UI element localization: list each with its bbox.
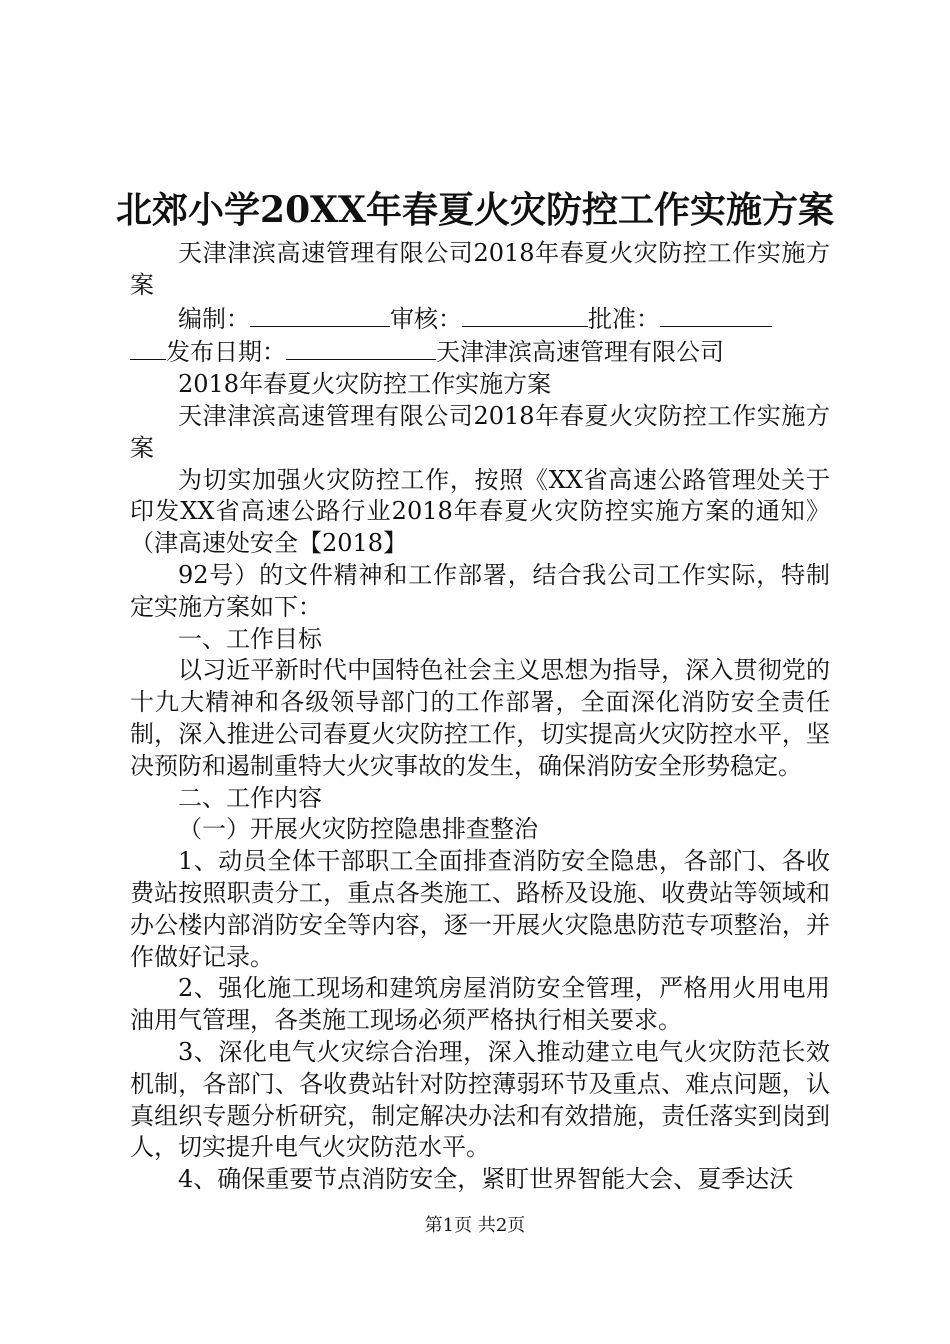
approved-by-blank: [660, 302, 772, 327]
item-3: 3、深化电气火灾综合治理，深入推动建立电气火灾防范长效机制，各部门、各收费站针对防控薄弱环节及重点、难点问题，认真组织专题分析研究，制定解决办法和有效措施，责任落实到岗到人，切实提升电气火灾防范水平。: [130, 1037, 830, 1162]
sign-fields-line-1: [130, 302, 830, 336]
item-1: 1、动员全体干部职工全面排查消防安全隐患，各部门、各收费站按照职责分工，重点各类施工、路桥及设施、收费站等领域和办公楼内部消防安全等内容，逐一开展火灾隐患防范专项整治，并作做好记录。: [130, 847, 830, 971]
compiled-by-blank: [250, 302, 390, 327]
item-2: 2、强化施工现场和建筑房屋消防安全管理，严格用火用电用油用气管理，各类施工现场必须严格执行相关要求。: [130, 974, 830, 1035]
approved-by-blank-continued: [130, 335, 166, 360]
intro-paragraph-1: 为切实加强火灾防控工作，按照《XX省高速公路管理处关于印发XX省高速公路行业2018年春夏火灾防控实施方案的通知》（津高速处安全【2018】: [130, 465, 830, 558]
release-date-label: 发布日期：: [166, 338, 286, 367]
subtitle-repeat: 天津津滨高速管理有限公司2018年春夏火灾防控工作实施方案: [130, 401, 830, 462]
section-2-heading: 二、工作内容: [178, 783, 322, 812]
page-footer: 第1页 共2页: [424, 1215, 526, 1236]
sign-fields-line-2: [130, 335, 830, 369]
subsection-1-heading: （一）开展火灾防控隐患排查整治: [178, 815, 538, 844]
reviewed-by-blank: [462, 302, 588, 327]
release-date-blank: [286, 335, 436, 360]
approved-by-label: 批准：: [588, 304, 660, 333]
subtitle: 天津津滨高速管理有限公司2018年春夏火灾防控工作实施方案: [130, 239, 830, 299]
plan-title-line: 2018年春夏火灾防控工作实施方案: [178, 370, 552, 399]
compiled-by-label: 编制：: [178, 304, 250, 333]
document-body: [130, 238, 830, 1196]
document-title: 北郊小学20XX年春夏火灾防控工作实施方案: [116, 189, 834, 231]
intro-paragraph-2: 92号）的文件精神和工作部署，结合我公司工作实际，特制定实施方案如下：: [130, 560, 830, 621]
reviewed-by-label: 审核：: [390, 304, 462, 333]
company-name: 天津津滨高速管理有限公司: [436, 338, 724, 367]
item-4: 4、确保重要节点消防安全，紧盯世界智能大会、夏季达沃: [178, 1165, 794, 1194]
section-1-body: 以习近平新时代中国特色社会主义思想为指导，深入贯彻党的十九大精神和各级领导部门的工作部署，全面深化消防安全责任制，深入推进公司春夏火灾防控工作，切实提高火灾防控水平，坚决预防和遏制重特大火灾事故的发生，确保消防安全形势稳定。: [130, 656, 830, 780]
section-1-heading: 一、工作目标: [178, 624, 322, 653]
